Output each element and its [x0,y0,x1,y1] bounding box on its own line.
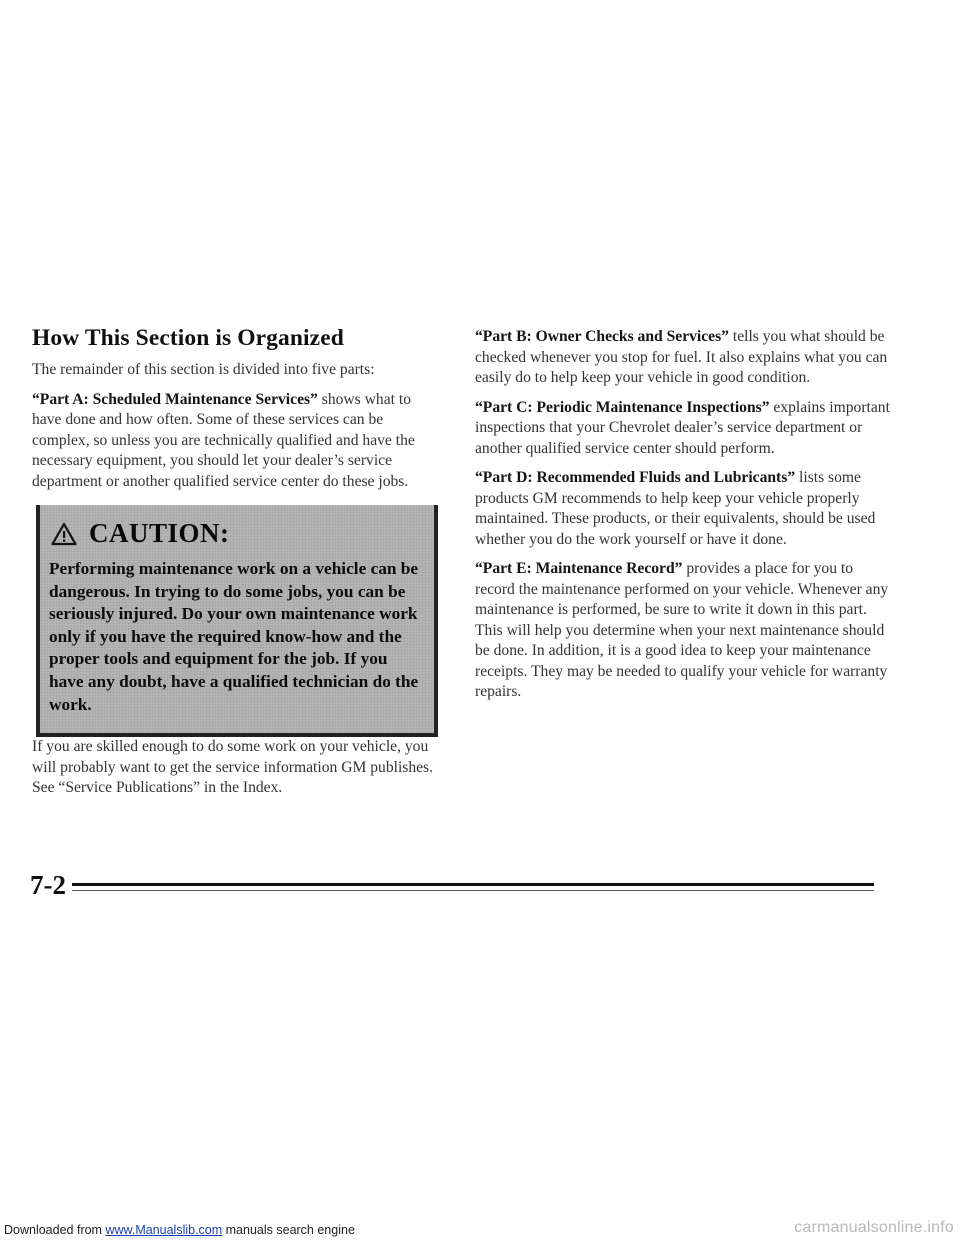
part-a-paragraph [32,390,444,493]
site-watermark: carmanualsonline.info [794,1219,954,1236]
manualslib-link[interactable]: www.Manualslib.com [105,1223,223,1237]
part-b-text: tells you what should be checked whenever you stop for fuel. It also explains what you can easily do to help keep your vehicle in good condition. [475,328,888,386]
part-d-paragraph [475,468,895,550]
caution-box [36,505,438,737]
part-b-heading: “Part B: Owner Checks and Services” [475,328,729,345]
right-column [475,327,895,712]
service-info-paragraph: If you are skilled enough to do some work on your vehicle, you will probably want to get the service information GM publishes. See “Service Publications” in the Index. [32,738,434,796]
download-suffix: manuals search engine [222,1223,355,1237]
caution-header [40,505,434,549]
part-e-paragraph [475,559,895,703]
warning-triangle-icon [51,522,77,546]
caution-text: Performing maintenance work on a vehicle can be dangerous. In trying to do some jobs, you can be seriously injured. Do your own maintenance work only if you have the required know-how and the proper tools and equipment for the job. If you have any doubt, have a qualified technician do the work. [49,559,419,714]
part-c-paragraph [475,398,895,460]
part-d-heading: “Part D: Recommended Fluids and Lubricants” [475,469,796,486]
part-c-heading: “Part C: Periodic Maintenance Inspections” [475,398,770,416]
part-e-text: provides a place for you to record the maintenance performed on your vehicle. Whenever any maintenance is performed, be sure to write it down in this part. This will help you determine when your next maintenance should be done. In addition, it is a good idea to keep your maintenance receipts. They may be needed to qualify your vehicle for warranty repairs. [475,560,889,700]
section-title: How This Section is Organized [32,325,344,351]
download-prefix: Downloaded from [4,1223,106,1237]
download-source-note [4,1223,355,1237]
part-a-text: shows what to have done and how often. Some of these services can be complex, so unless you are technically qualified and have the necessary equipment, you should let your dealer’s service department or another qualified service center do these jobs. [32,390,415,490]
footer-rule-thick [72,883,874,886]
part-c-text: explains important inspections that your Chevrolet dealer’s service department or another qualified service center should perform. [475,398,890,457]
part-a-heading: “Part A: Scheduled Maintenance Services” [32,390,318,408]
footer-rule-thin [72,890,874,891]
part-d-text: lists some products GM recommends to help keep your vehicle properly maintained. These products, or their equivalents, should be used whether you do the work yourself or have it done. [475,469,876,548]
left-column [32,325,444,808]
page-number: 7-2 [30,870,66,900]
section-intro: The remainder of this section is divided into five parts: [32,361,375,378]
part-e-heading: “Part E: Maintenance Record” [475,560,683,577]
part-b-paragraph [475,327,895,389]
caution-title: CAUTION: [89,518,230,548]
page-footer [0,868,960,928]
